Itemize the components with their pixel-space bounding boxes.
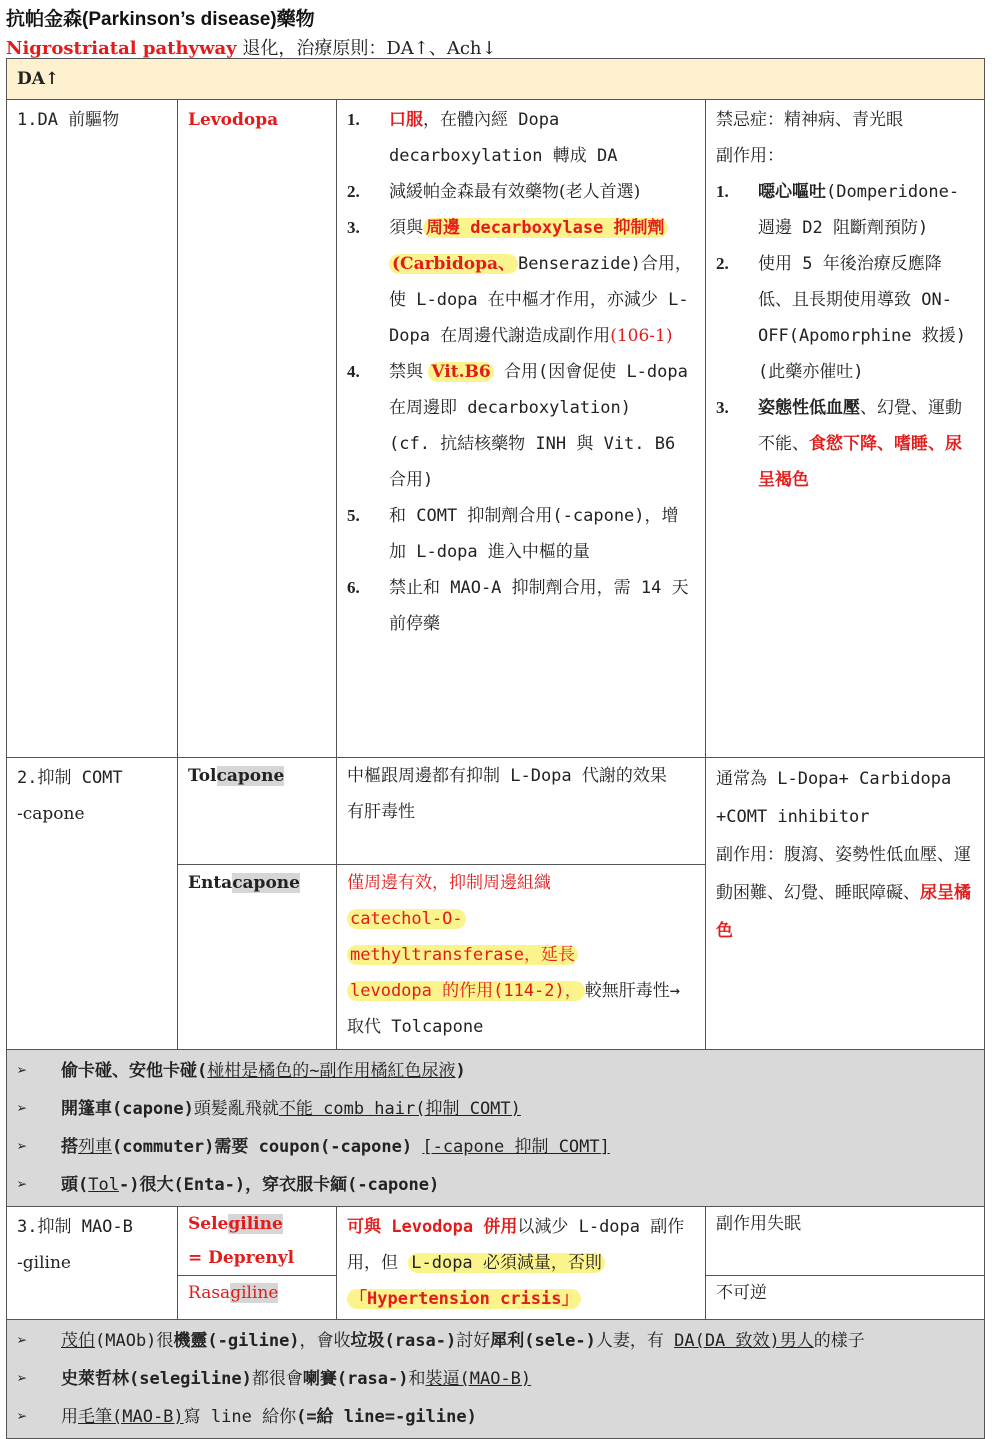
table-header: DA↑ [7,59,985,100]
subtitle-rest: 退化，治療原則：DA↑、Ach↓ [236,38,497,59]
side-effect-label: 副作用： [716,146,784,166]
drug-name-cell: Tolcapone Entacapone [178,758,337,1050]
mnemonic-row-comt [7,1050,985,1207]
row-maob [7,1207,985,1320]
list-item: (cf. 抗結核藥物 INH 與 Vit. B6 合用) [389,434,676,490]
row-levodopa [7,100,985,758]
mechanism-cell: 可與 Levodopa 併用以減少 L-dopa 副作用，但 L-dopa 必須減量，否則 「Hypertension crisis」 [337,1207,706,1320]
contraindication: 禁忌症：精神病、青光眼 [716,110,903,130]
page-subtitle [6,34,497,60]
category-cell: 3.抑制 MAO-B -giline [7,1207,178,1320]
list-item: 1. 口服，在體內經 Dopa decarboxylation 轉成 DA [347,110,618,166]
drug-table [6,58,985,1439]
list-item: 3. 須與 周邊 decarboxylase 抑制劑 [347,210,695,246]
list-item: (Carbidopa、 Benserazide)合用，使 L-dopa 在中樞才作用，亦減少 L-Dopa 在周邊代謝造成副作用(106-1) [389,254,692,346]
list-item: 5. 和 COMT 抑制劑合用(-capone)，增加 L-dopa 進入中樞的量 [347,506,679,562]
list-item: 4. 禁與 Vit.B6 合用(因會促使 L-dopa 在周邊即 decarboxylation) [347,362,688,418]
side-effect-cell: 通常為 L-Dopa+ Carbidopa +COMT inhibitor 副作用：腹瀉、姿勢性低血壓、運動困難、幻覺、睡眠障礙、尿呈橘色 [706,758,985,1050]
list-item: ➢ 偷卡碰、安他卡碰(椪柑是橘色的~副作用橘紅色尿液) [17,1061,466,1081]
list-item: 2. 減緩帕金森最有效藥物(老人首選) [347,182,641,202]
mnemonic-row-maob [7,1320,985,1439]
row-comt [7,758,985,1050]
list-item: 2. 使用 5 年後治療反應降低、且長期使用導致 ON-OFF(Apomorphine 救援)(此藥亦催吐) [716,254,966,382]
page-title: 抗帕金森(Parkinson’s disease)藥物 [6,9,315,30]
list-item: ➢ 用毛筆(MAO-B)寫 line 給你(=給 line=-giline) [17,1407,477,1427]
mechanism-cell [337,100,706,758]
list-item: ➢ 茂伯(MAOb)很機靈(-giline)，會收垃圾(rasa-)討好犀利(sele-)人妻，有 DA(DA 致效)男人的樣子 [17,1331,865,1351]
list-item: ➢ 史萊哲林(selegiline)都很會喇賽(rasa-)和裝逼(MAO-B) [17,1369,532,1389]
list-item: 3. 姿態性低血壓、幻覺、運動不能、食慾下降、嗜睡、尿呈褐色 [716,398,962,490]
side-effect-cell [706,100,985,758]
drug-name-cell: Selegiline = Deprenyl Rasagiline [178,1207,337,1320]
category-cell: 2.抑制 COMT -capone [7,758,178,1050]
list-item: ➢ 搭列車(commuter)需要 coupon(-capone) [-capone 抑制 COMT] [17,1137,610,1157]
pathway-name: Nigrostriatal pathyway [6,38,237,59]
list-item: 1. 噁心嘔吐(Domperidone-週邊 D2 阻斷劑預防) [716,182,960,238]
mechanism-cell: 中樞跟周邊都有抑制 L-Dopa 代謝的效果 有肝毒性 僅周邊有效，抑制周邊組織 catechol-O- methyltransferase，延長 levodopa 的作用(114-2)， 較無肝毒性→取代 Tolcapone [337,758,706,1050]
list-item: ➢ 頭(Tol-)很大(Enta-)，穿衣服卡緬(-capone) [17,1175,440,1195]
list-item: 6. 禁止和 MAO-A 抑制劑合用，需 14 天前停藥 [347,578,689,634]
category-cell: 1.DA 前驅物 [7,100,178,758]
list-item: ➢ 開篷車(capone)頭髮亂飛就不能 comb hair(抑制 COMT) [17,1099,521,1119]
side-effect-cell: 副作用失眠 不可逆 [706,1207,985,1320]
drug-name-cell: Levodopa [178,100,337,758]
